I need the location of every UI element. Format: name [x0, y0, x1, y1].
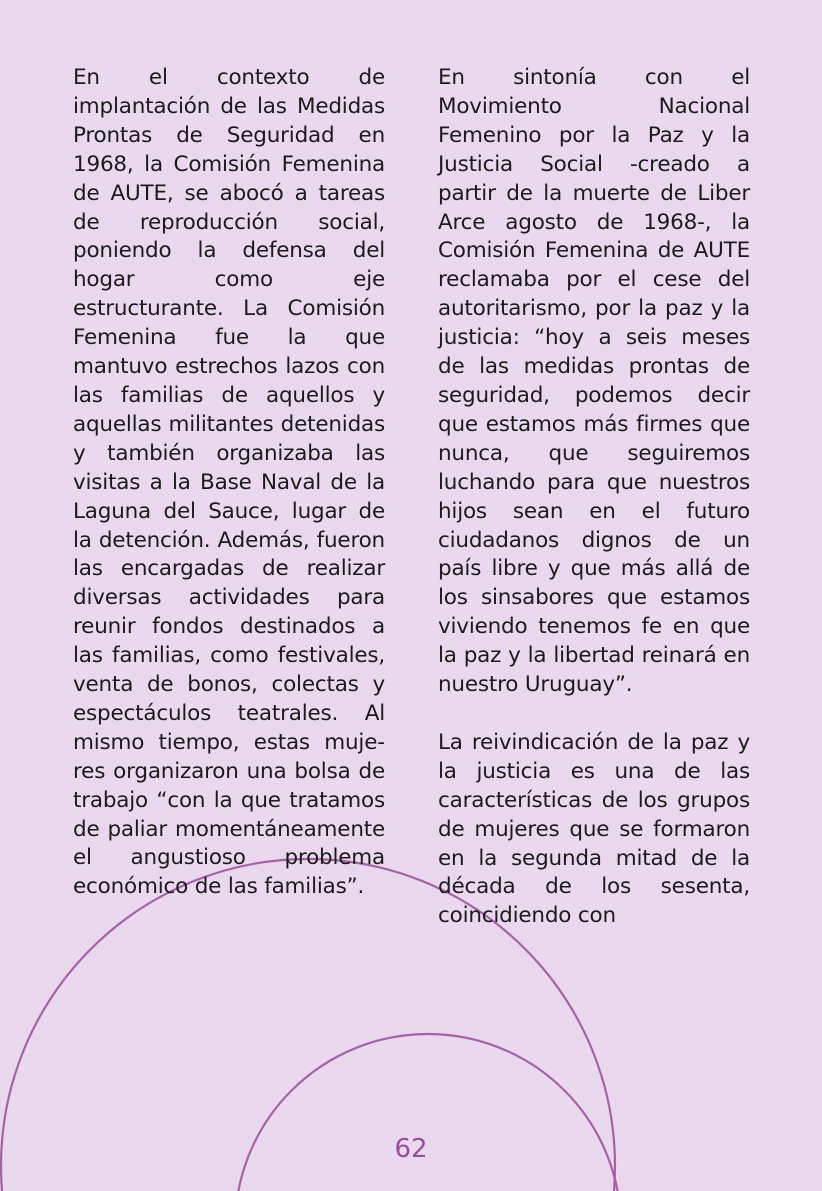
- left-paragraph-1: En el contexto de implantación de las Medidas Prontas de Seguridad en 1968, la Comisión Femenina de AUTE, se abocó a tareas de reproducción social, poniendo la defensa del hogar como eje estructurante. La Comisión Femenina fue la que mantuvo estrechos lazos con las familias de aquellos y aquellas militantes detenidas y también organizaba las visitas a la Base Naval de la Laguna del Sauce, lugar de la detención. Además, fueron las encargadas de realizar diversas actividades para reunir fondos destinados a las familias, como festivales, venta de bonos, colectas y espectáculos teatrales. Al mismo tiempo, estas mujeres organizaron una bolsa de trabajo “con la que tratamos de paliar momentáneamente el angustioso problema económico de las familias”.: [73, 65, 385, 900]
- left-column: [73, 64, 385, 902]
- page-number: 62: [394, 1134, 428, 1164]
- right-column: [438, 64, 750, 931]
- right-paragraph-2: La reivindicación de la paz y la justicia es una de las características de los grupos de mujeres que se formaron en la segunda mitad de la década de los sesenta, coincidiendo con: [438, 729, 750, 929]
- inner-circle: [235, 1034, 621, 1191]
- right-paragraph-1: En sintonía con el Movimiento Nacional Femenino por la Paz y la Justicia Social -creado a partir de la muerte de Liber Arce agosto de 1968-, la Comisión Femenina de AUTE reclamaba por el cese del autoritarismo, por la paz y la justicia: “hoy a seis meses de las medidas prontas de seguridad, podemos decir que estamos más firmes que nunca, que seguiremos luchando para que nuestros hijos sean en el futuro ciudadanos dignos de un país libre y que más allá de los sinsabores que estamos viviendo tenemos fe en que la paz y la libertad reinará en nuestro Uruguay”.: [438, 65, 750, 698]
